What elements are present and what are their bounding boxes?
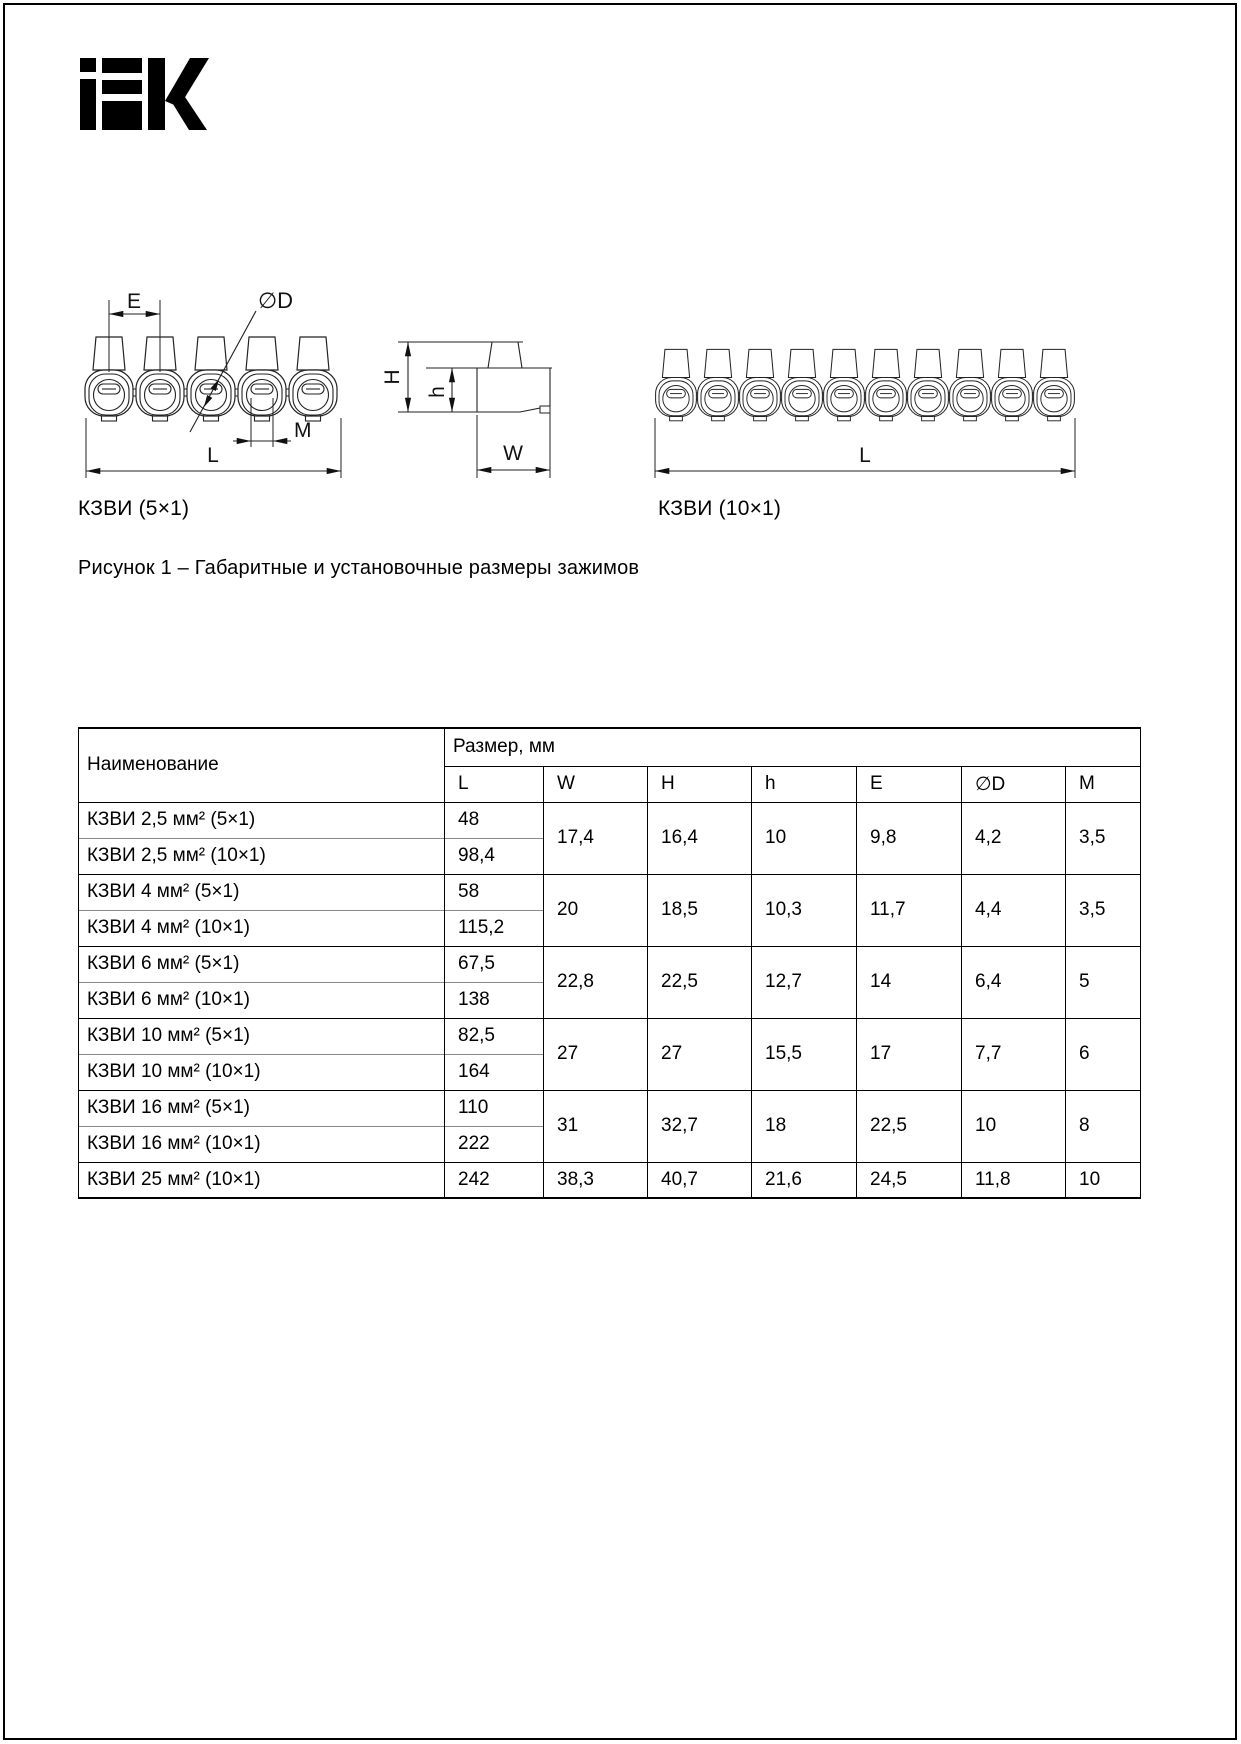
table-row: [79, 1018, 1141, 1054]
drawing-side-view: [381, 342, 552, 478]
cell-L: 242: [445, 1162, 544, 1198]
cell-W: 20: [544, 874, 648, 946]
cell-W: 17,4: [544, 802, 648, 874]
cell-E: 14: [857, 946, 962, 1018]
cell-E: 9,8: [857, 802, 962, 874]
dim-label-h: h: [426, 386, 449, 398]
cell-E: 24,5: [857, 1162, 962, 1198]
cell-L: 82,5: [445, 1018, 544, 1054]
cell-E: 11,7: [857, 874, 962, 946]
cell-M: 8: [1066, 1090, 1141, 1162]
cell-name: КЗВИ 6 мм² (10×1): [79, 982, 445, 1018]
cell-H: 32,7: [648, 1090, 752, 1162]
cell-D: 6,4: [962, 946, 1066, 1018]
cell-h: 12,7: [752, 946, 857, 1018]
cell-M: 3,5: [1066, 874, 1141, 946]
col-header-M: M: [1066, 766, 1141, 802]
cell-W: 22,8: [544, 946, 648, 1018]
cell-D: 4,4: [962, 874, 1066, 946]
col-header-h: h: [752, 766, 857, 802]
table-row: [79, 874, 1141, 910]
cell-name: КЗВИ 4 мм² (5×1): [79, 874, 445, 910]
dim-label-W: W: [503, 442, 523, 465]
col-header-L: L: [445, 766, 544, 802]
cell-h: 21,6: [752, 1162, 857, 1198]
dim-label-D: ∅D: [258, 288, 294, 313]
cell-D: 11,8: [962, 1162, 1066, 1198]
table-row: [79, 802, 1141, 838]
cell-D: 10: [962, 1090, 1066, 1162]
cell-name: КЗВИ 4 мм² (10×1): [79, 910, 445, 946]
drawing-10x1: [655, 349, 1075, 478]
cell-L: 48: [445, 802, 544, 838]
cell-h: 10,3: [752, 874, 857, 946]
figure-label-10x1: КЗВИ (10×1): [658, 497, 782, 520]
dim-label-E: E: [126, 290, 142, 313]
cell-M: 10: [1066, 1162, 1141, 1198]
col-header-name: Наименование: [79, 728, 445, 802]
cell-L: 115,2: [445, 910, 544, 946]
cell-L: 164: [445, 1054, 544, 1090]
cell-name: КЗВИ 6 мм² (5×1): [79, 946, 445, 982]
dim-label-L-right: L: [859, 444, 871, 467]
cell-name: КЗВИ 10 мм² (10×1): [79, 1054, 445, 1090]
cell-H: 27: [648, 1018, 752, 1090]
cell-D: 4,2: [962, 802, 1066, 874]
cell-name: КЗВИ 2,5 мм² (5×1): [79, 802, 445, 838]
cell-h: 15,5: [752, 1018, 857, 1090]
cell-H: 18,5: [648, 874, 752, 946]
figure-caption: Рисунок 1 – Габаритные и установочные размеры зажимов: [78, 557, 640, 579]
cell-E: 22,5: [857, 1090, 962, 1162]
cell-L: 110: [445, 1090, 544, 1126]
cell-name: КЗВИ 10 мм² (5×1): [79, 1018, 445, 1054]
cell-L: 58: [445, 874, 544, 910]
cell-M: 5: [1066, 946, 1141, 1018]
cell-name: КЗВИ 2,5 мм² (10×1): [79, 838, 445, 874]
drawing-5x1: [85, 288, 341, 478]
table-row: [79, 946, 1141, 982]
cell-h: 18: [752, 1090, 857, 1162]
dimensions-table: [78, 727, 1141, 1199]
figure-label-5x1: КЗВИ (5×1): [78, 497, 190, 520]
dim-label-L-left: L: [207, 444, 219, 467]
cell-name: КЗВИ 16 мм² (10×1): [79, 1126, 445, 1162]
table-row: [79, 1090, 1141, 1126]
cell-H: 40,7: [648, 1162, 752, 1198]
cell-L: 138: [445, 982, 544, 1018]
cell-M: 3,5: [1066, 802, 1141, 874]
table-row: [79, 1162, 1141, 1198]
cell-H: 16,4: [648, 802, 752, 874]
cell-L: 67,5: [445, 946, 544, 982]
col-header-E: E: [857, 766, 962, 802]
cell-h: 10: [752, 802, 857, 874]
cell-M: 6: [1066, 1018, 1141, 1090]
cell-W: 27: [544, 1018, 648, 1090]
dim-label-H: H: [381, 369, 404, 385]
cell-W: 38,3: [544, 1162, 648, 1198]
cell-L: 98,4: [445, 838, 544, 874]
cell-H: 22,5: [648, 946, 752, 1018]
cell-name: КЗВИ 16 мм² (5×1): [79, 1090, 445, 1126]
dim-label-M: M: [294, 419, 312, 442]
col-header-D: ∅D: [962, 766, 1066, 802]
col-header-size: Размер, мм: [445, 728, 1141, 766]
cell-L: 222: [445, 1126, 544, 1162]
cell-name: КЗВИ 25 мм² (10×1): [79, 1162, 445, 1198]
cell-W: 31: [544, 1090, 648, 1162]
col-header-H: H: [648, 766, 752, 802]
cell-E: 17: [857, 1018, 962, 1090]
cell-D: 7,7: [962, 1018, 1066, 1090]
col-header-W: W: [544, 766, 648, 802]
